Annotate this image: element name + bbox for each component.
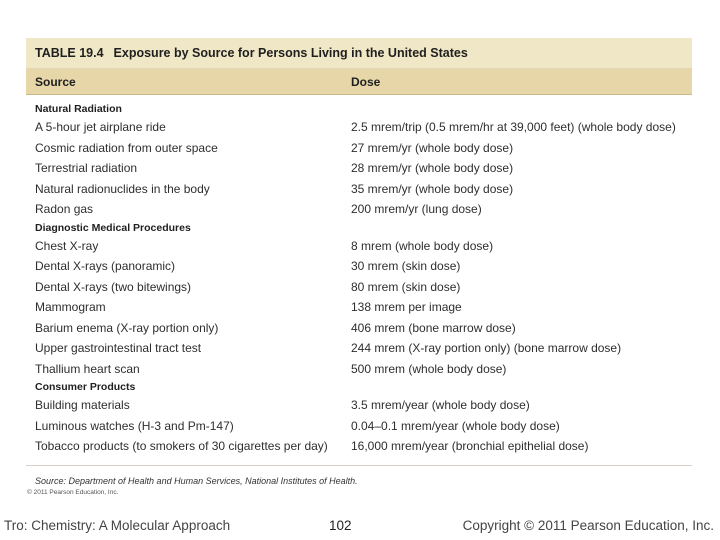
table-row bbox=[26, 117, 692, 138]
dose-cell: 80 mrem (skin dose) bbox=[351, 279, 461, 294]
table-body bbox=[26, 95, 692, 457]
source-cell: Chest X-ray bbox=[35, 238, 99, 253]
table-copyright: © 2011 Pearson Education, Inc. bbox=[27, 489, 119, 496]
table-row bbox=[26, 158, 692, 179]
source-cell: Dental X-rays (panoramic) bbox=[35, 259, 176, 274]
source-cell: Building materials bbox=[35, 398, 130, 413]
dose-cell: 8 mrem (whole body dose) bbox=[351, 238, 494, 253]
section-title: Consumer Products bbox=[35, 381, 136, 393]
section-title: Diagnostic Medical Procedures bbox=[35, 221, 191, 234]
source-cell: Dental X-rays (two bitewings) bbox=[35, 279, 192, 294]
table-row bbox=[26, 318, 692, 339]
source-cell: Barium enema (X-ray portion only) bbox=[35, 320, 219, 335]
dose-cell: 3.5 mrem/year (whole body dose) bbox=[351, 398, 530, 413]
source-cell: Luminous watches (H-3 and Pm-147) bbox=[35, 418, 234, 433]
table-row bbox=[26, 416, 692, 437]
table-row bbox=[26, 236, 692, 257]
section-title: Natural Radiation bbox=[35, 103, 122, 115]
page-number: 102 bbox=[329, 518, 352, 533]
dose-cell: 2.5 mrem/trip (0.5 mrem/hr at 39,000 feet) (whole body dose) bbox=[351, 120, 676, 135]
source-cell: Upper gastrointestinal tract test bbox=[35, 341, 202, 356]
source-cell: Thallium heart scan bbox=[35, 361, 140, 376]
table-row bbox=[26, 338, 692, 359]
source-cell: Mammogram bbox=[35, 300, 106, 315]
table-row bbox=[26, 256, 692, 277]
table-title-bar bbox=[26, 38, 692, 69]
table-row bbox=[26, 297, 692, 318]
dose-cell: 0.04–0.1 mrem/year (whole body dose) bbox=[351, 418, 560, 433]
column-header-source: Source bbox=[35, 74, 76, 89]
table-number: TABLE 19.4 bbox=[35, 46, 104, 60]
table-row bbox=[26, 436, 692, 457]
source-cell: Cosmic radiation from outer space bbox=[35, 140, 218, 155]
table-title: Exposure by Source for Persons Living in the United States bbox=[113, 46, 468, 60]
table-row bbox=[26, 179, 692, 200]
footer-copyright: Copyright © 2011 Pearson Education, Inc. bbox=[462, 518, 714, 533]
dose-cell: 27 mrem/yr (whole body dose) bbox=[351, 140, 514, 155]
source-cell: Tobacco products (to smokers of 30 cigarettes per day) bbox=[35, 439, 328, 454]
dose-cell: 28 mrem/yr (whole body dose) bbox=[351, 161, 514, 176]
footer-course-title: Tro: Chemistry: A Molecular Approach bbox=[4, 518, 231, 533]
source-cell: Natural radionuclides in the body bbox=[35, 181, 210, 196]
dose-cell: 35 mrem/yr (whole body dose) bbox=[351, 181, 514, 196]
dose-cell: 138 mrem per image bbox=[351, 300, 462, 315]
table-row bbox=[26, 277, 692, 298]
source-cell: A 5-hour jet airplane ride bbox=[35, 120, 166, 135]
table-row bbox=[26, 395, 692, 416]
source-note: Source: Department of Health and Human Services, National Institutes of Health. bbox=[35, 476, 358, 486]
data-table bbox=[26, 38, 692, 466]
table-row bbox=[26, 199, 692, 220]
dose-cell: 30 mrem (skin dose) bbox=[351, 259, 461, 274]
dose-cell: 406 mrem (bone marrow dose) bbox=[351, 320, 516, 335]
source-cell: Terrestrial radiation bbox=[35, 161, 138, 176]
dose-cell: 500 mrem (whole body dose) bbox=[351, 361, 507, 376]
dose-cell: 244 mrem (X-ray portion only) (bone marrow dose) bbox=[351, 341, 622, 356]
table-row bbox=[26, 359, 692, 380]
dose-cell: 200 mrem/yr (lung dose) bbox=[351, 202, 482, 217]
dose-cell: 16,000 mrem/year (bronchial epithelial dose) bbox=[351, 439, 589, 454]
column-header-dose: Dose bbox=[351, 74, 381, 89]
table-header-row bbox=[26, 69, 692, 95]
table-row bbox=[26, 138, 692, 159]
source-cell: Radon gas bbox=[35, 202, 94, 217]
